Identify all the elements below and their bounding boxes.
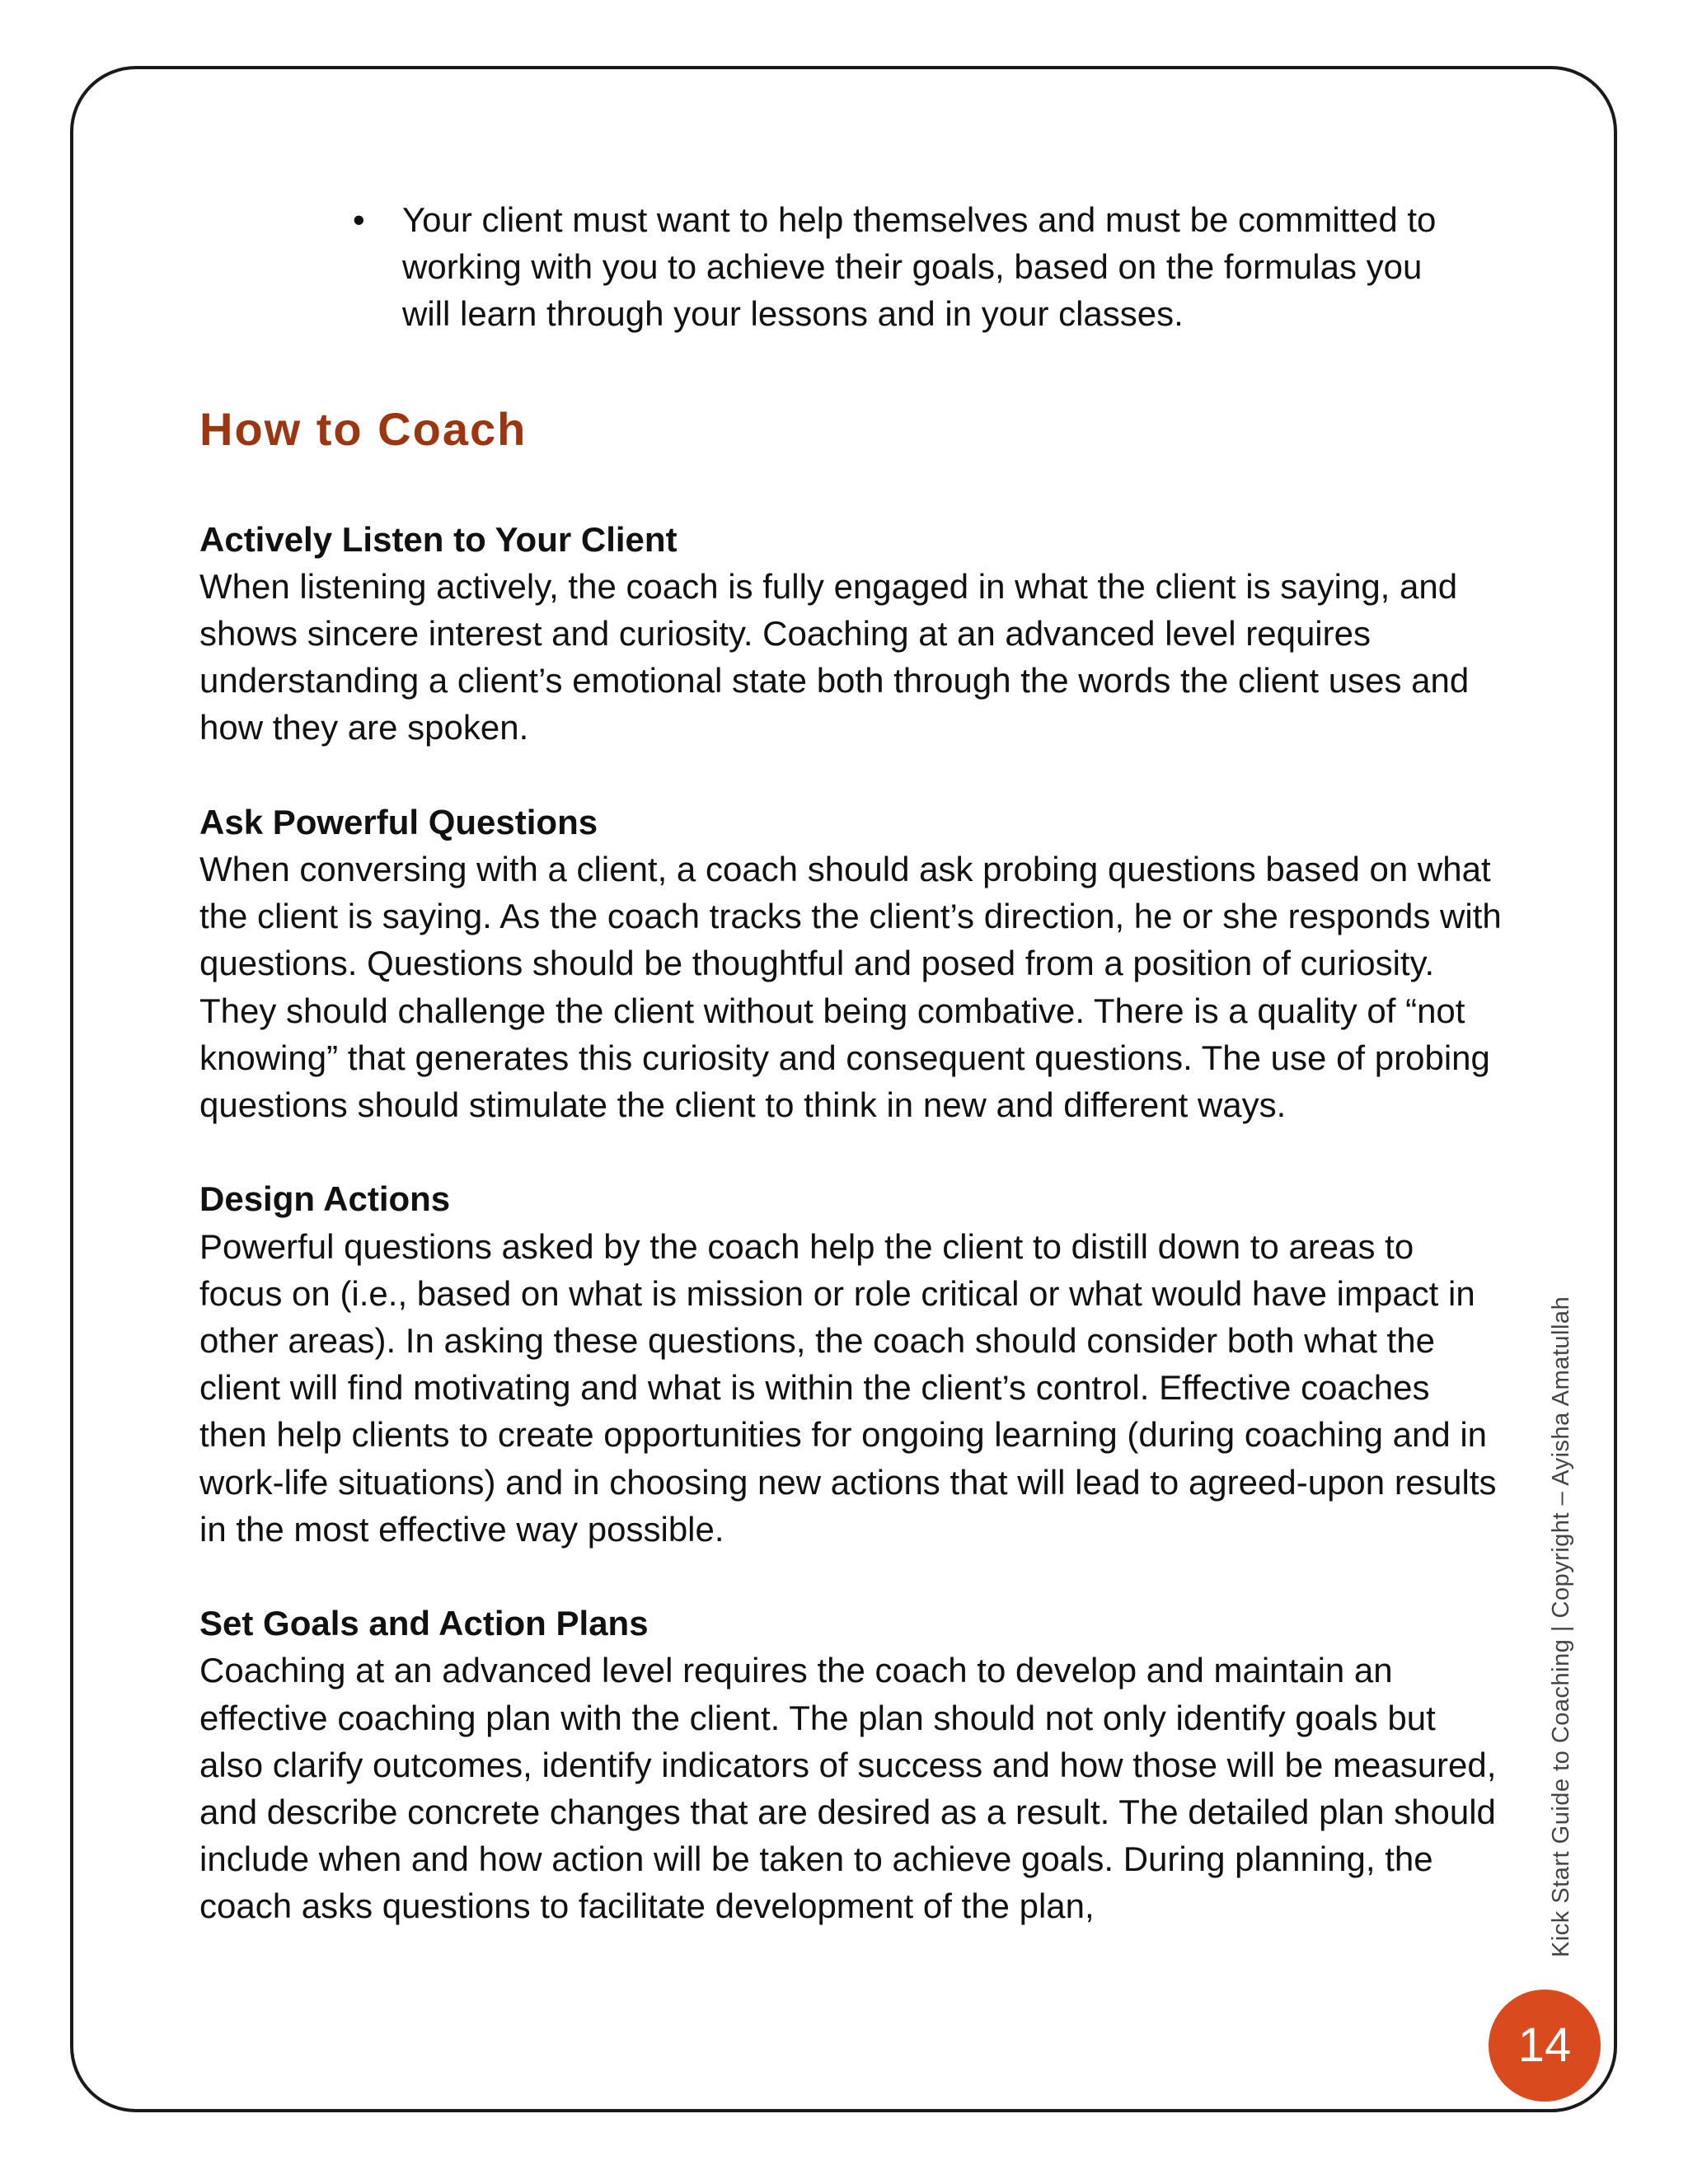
bullet-text: Your client must want to help themselves and must be committed to working with you to achieve their goals, based on the formulas you will learn through your lessons and in your classes. bbox=[402, 200, 1437, 334]
section-title: How to Coach bbox=[199, 402, 528, 455]
list-item bbox=[353, 196, 1457, 338]
subsection-active-listening bbox=[199, 516, 1502, 752]
subsection-body: When listening actively, the coach is fully engaged in what the client is saying, and shows sincere interest and curiosity. Coaching at an advanced level requires understanding a client’s emotional state both through the words the client uses and how they are spoken. bbox=[199, 566, 1470, 748]
subsection-body: When conversing with a client, a coach should ask probing questions based on what the client is saying. As the coach tracks the client’s direction, he or she responds with questions. Questions should be thoughtful and posed from a position of curiosity. They should challenge the client without being combative. There is a quality of “not knowing” that generates this curiosity and consequent questions. The use of probing questions should stimulate the client to think in new and different ways. bbox=[199, 850, 1502, 1125]
page-number-badge: 14 bbox=[1489, 1990, 1601, 2102]
subsection-body: Coaching at an advanced level requires the coach to develop and maintain an effective coaching plan with the client. The plan should not only identify goals but also clarify outcomes, identify indicators of success and how those will be measured, and describe concrete changes that are desired as a result. The detailed plan should include when and how action will be taken to achieve goals. During planning, the coach asks questions to facilitate development of the plan, bbox=[199, 1651, 1497, 1926]
subsection-goals-action-plans bbox=[199, 1600, 1502, 1929]
subsection-powerful-questions bbox=[199, 799, 1502, 1128]
subsection-heading: Design Actions bbox=[199, 1179, 451, 1219]
subsection-heading: Set Goals and Action Plans bbox=[199, 1604, 649, 1643]
bullet-icon: • bbox=[353, 200, 365, 239]
subsection-heading: Actively Listen to Your Client bbox=[199, 519, 678, 559]
subsection-body: Powerful questions asked by the coach help the client to distill down to areas to focus on (i.e., based on what is mission or role critical or what would have impact in other areas). In asking these questions, the coach should consider both what the client will find motivating and what is within the client’s control. Effective coaches then help clients to create opportunities for ongoing learning (during coaching and in work-life situations) and in choosing new actions that will lead to agreed-upon results in the most effective way possible. bbox=[199, 1226, 1497, 1549]
subsection-heading: Ask Powerful Questions bbox=[199, 802, 598, 841]
page-content bbox=[199, 196, 1502, 1930]
copyright-side-text: Kick Start Guide to Coaching | Copyright – Ayisha Amatullah bbox=[1548, 1296, 1574, 1957]
bullet-list bbox=[353, 196, 1457, 338]
subsection-design-actions bbox=[199, 1175, 1502, 1553]
